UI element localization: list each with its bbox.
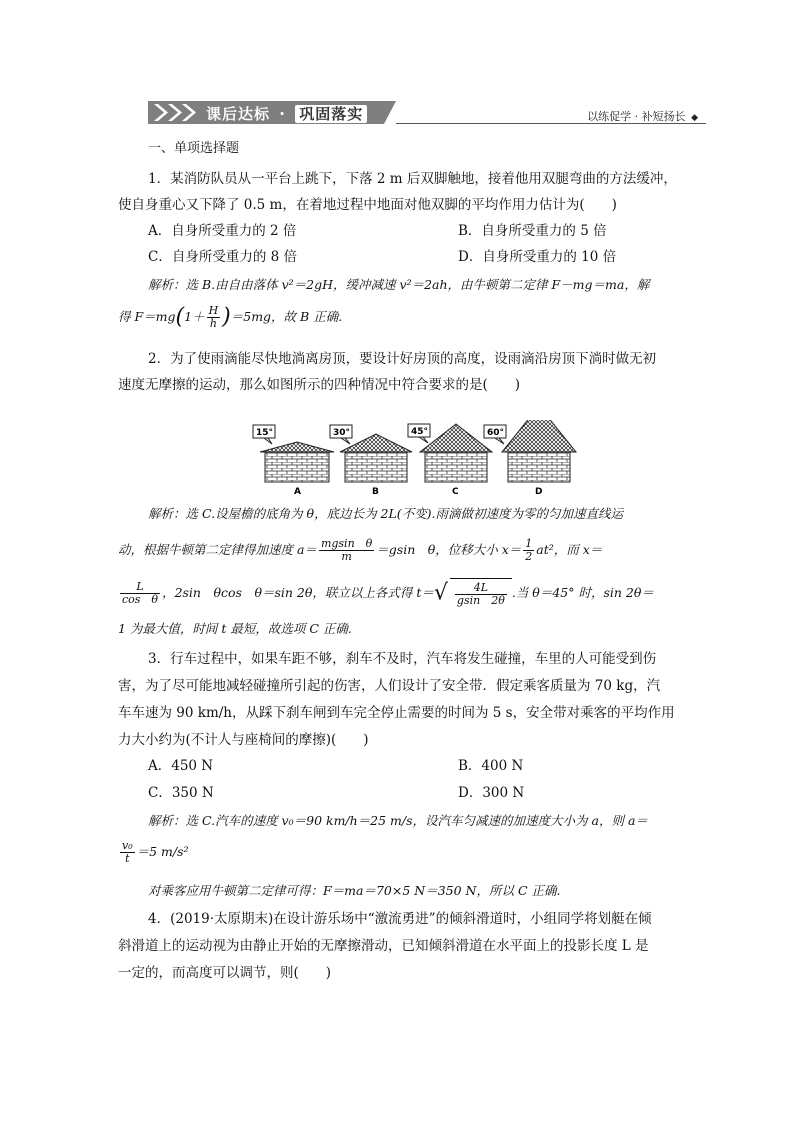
q2-sol-frac-den-sqrt: gsin 2θ <box>456 594 505 607</box>
q2-sol-frac-den-half: 2 <box>525 550 533 563</box>
q1-sol-text-b: ＝5mg，故 B 正确. <box>230 309 343 324</box>
banner-right-label: 以练促学 · 补短扬长 <box>587 110 686 123</box>
q2-sol-frac-num-a: mgsin θ <box>320 537 373 550</box>
banner-title <box>206 103 367 124</box>
q2-solution-line3 <box>118 578 654 609</box>
q2-solution-line1: 解析：选 C.设屋檐的底角为 θ，底边长为 2L(不变).雨滴做初速度为零的匀加速直线运 <box>148 506 624 521</box>
q3-sol-frac-den: t <box>125 852 130 865</box>
q2-sol-frac-num-cos: L <box>120 581 160 594</box>
q1-sol-text-a: 得 F＝mg <box>118 309 176 324</box>
q3-solution-line2 <box>118 838 189 866</box>
q1-solution-line2 <box>118 304 342 331</box>
q2-sol-fraction-sqrt <box>455 582 507 607</box>
angle-label-d: 60° <box>487 428 505 438</box>
banner-dot: · <box>279 105 286 123</box>
q2-sol-text-d: ，2sin θcos θ＝sin 2θ，联立以上各式得 t＝ <box>162 585 434 600</box>
q3-stem-line2: 害，为了尽可能地减轻碰撞所引起的伤害，人们设计了安全带．假定乘客质量为 70 kg，汽 <box>118 678 661 694</box>
diamond-icon: ◆ <box>691 113 698 123</box>
q1-sol-one: 1＋ <box>184 309 205 324</box>
q2-solution-line2 <box>118 536 602 564</box>
q3-solution-line1: 解析：选 C.汽车的速度 v₀＝90 km/h＝25 m/s，设汽车匀减速的加速度大小为 a，则 a＝ <box>148 813 648 828</box>
house-label-b: B <box>372 487 379 497</box>
q1-stem-line1: 1．某消防队员从一平台上跳下，下落 2 m 后双脚触地，接着他用双腿弯曲的方法缓冲， <box>148 171 677 187</box>
q2-sol-text-e: .当 θ＝45° 时，sin 2θ＝ <box>511 585 654 600</box>
q2-sol-fraction-half <box>523 538 534 563</box>
angle-label-a: 15° <box>256 428 274 438</box>
q1-option-a: A．自身所受重力的 2 倍 <box>148 223 297 239</box>
banner-title-main: 课后达标 <box>206 105 271 123</box>
q1-sol-paren-close: ) <box>222 304 231 330</box>
q3-sol-frac-num: v₀ <box>122 839 133 852</box>
q3-solution-line3: 对乘客应用牛顿第二定律可得：F＝ma＝70×5 N＝350 N，所以 C 正确. <box>148 883 561 898</box>
q2-sol-fraction-a <box>319 538 374 563</box>
q2-stem-line2: 速度无摩擦的运动，那么如图所示的四种情况中符合要求的是( ) <box>118 377 521 393</box>
q1-sol-fraction <box>207 305 221 330</box>
section-title: 一、单项选择题 <box>148 141 240 156</box>
q3-sol-fraction <box>120 840 135 865</box>
q1-solution-line1: 解析：选 B.由自由落体 v²＝2gH，缓冲减速 v²＝2ah，由牛顿第二定律 F－mg＝ma，解 <box>148 277 650 292</box>
q1-sol-paren-open: ( <box>175 304 185 330</box>
q1-sol-frac-num: H <box>208 304 219 317</box>
q1-option-c: C．自身所受重力的 8 倍 <box>148 249 298 265</box>
house-label-d: D <box>535 487 543 497</box>
q2-sol-text-b: ＝gsin θ，位移大小 x＝ <box>376 542 522 557</box>
q3-option-a: A．450 N <box>148 758 214 774</box>
banner-subtitle: 巩固落实 <box>295 105 367 123</box>
q3-stem-line1: 3．行车过程中，如果车距不够，刹车不及时，汽车将发生碰撞，车里的人可能受到伤 <box>148 651 657 667</box>
q2-solution-line4: 1 为最大值，时间 t 最短，故选项 C 正确. <box>118 621 352 636</box>
q1-option-b: B．自身所受重力的 5 倍 <box>458 223 607 239</box>
q2-stem-line1: 2．为了使雨滴能尽快地淌离房顶，要设计好房顶的高度，设雨滴沿房顶下淌时做无初 <box>148 351 657 367</box>
angle-label-c: 45° <box>411 427 429 437</box>
q2-sol-text-c: at²，而 x＝ <box>536 542 603 557</box>
q3-option-b: B．400 N <box>458 758 524 774</box>
q4-stem-line3: 一定的，而高度可以调节，则( ) <box>118 965 332 981</box>
q1-sol-frac-den: h <box>209 317 217 330</box>
q2-sol-frac-den-cos: cos θ <box>122 593 159 606</box>
q2-sol-sqrt <box>450 578 512 609</box>
house-label-c: C <box>452 487 459 497</box>
four-houses-figure <box>250 420 580 498</box>
q2-sol-frac-den-a: m <box>341 550 352 563</box>
q3-sol-text-b: ＝5 m/s² <box>136 844 189 859</box>
q3-option-d: D．300 N <box>458 785 525 801</box>
angle-label-b: 30° <box>333 428 351 438</box>
house-label-a: A <box>294 487 301 497</box>
q4-stem-line1: 4．(2019·太原期末)在设计游乐场中“激流勇进”的倾斜滑道时，小组同学将划艇在倾 <box>148 911 652 927</box>
q3-stem-line4: 力大小约为(不计人与座椅间的摩擦)( ) <box>118 732 369 748</box>
q2-sol-fraction-cos <box>120 581 160 606</box>
q2-sol-frac-num-half: 1 <box>525 537 533 550</box>
banner-right-text <box>587 108 698 124</box>
q2-sol-text-a: 动，根据牛顿第二定律得加速度 a＝ <box>118 542 317 557</box>
q1-option-d: D．自身所受重力的 10 倍 <box>458 249 617 265</box>
sqrt-symbol: √ <box>433 580 448 606</box>
q4-stem-line2: 斜滑道上的运动视为由静止开始的无摩擦滑动，已知倾斜滑道在水平面上的投影长度 L 是 <box>118 938 649 954</box>
q1-stem-line2: 使自身重心又下降了 0.5 m，在着地过程中地面对他双脚的平均作用力估计为( ) <box>118 197 617 213</box>
q3-stem-line3: 车车速为 90 km/h，从踩下刹车闸到车完全停止需要的时间为 5 s，安全带对乘客的平均作用 <box>118 705 675 721</box>
q3-option-c: C．350 N <box>148 785 214 801</box>
q2-sol-frac-num-sqrt: 4L <box>455 582 507 595</box>
